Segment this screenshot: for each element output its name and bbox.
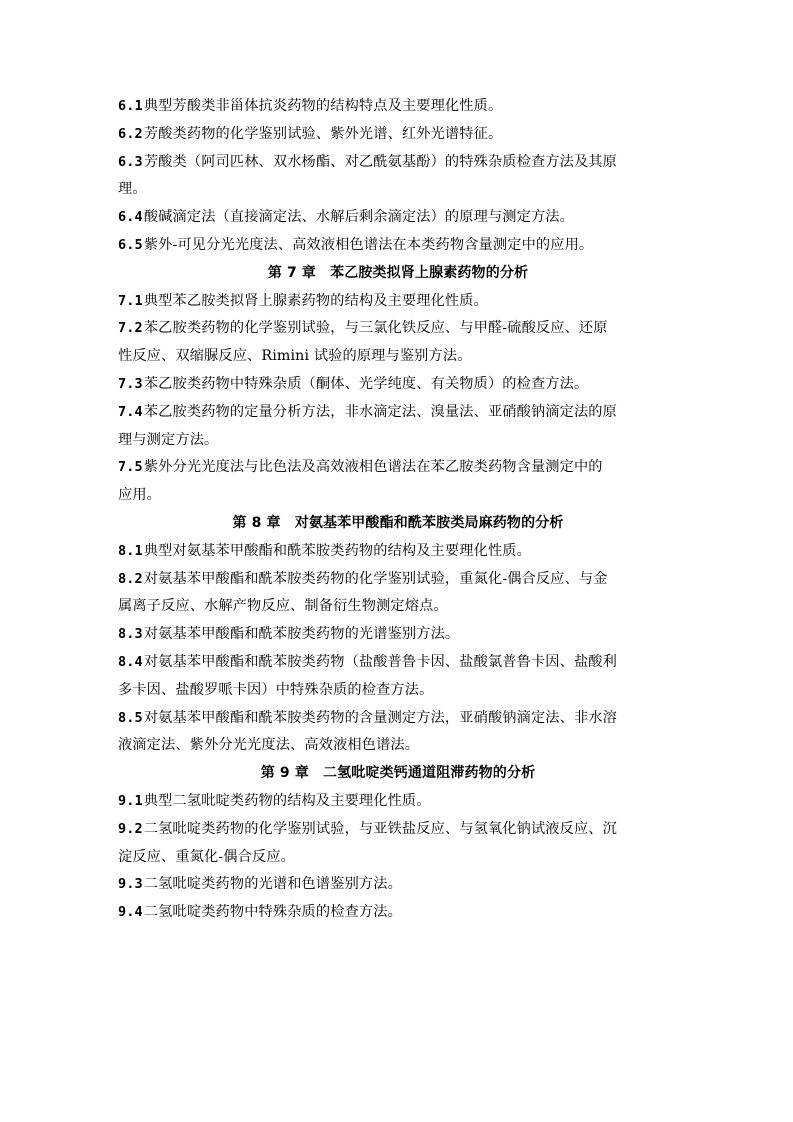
section-text: 苯乙胺类药物的化学鉴别试验，与三氯化铁反应、与甲醛-硫酸反应、还原 [143, 320, 608, 337]
section-item [118, 871, 678, 899]
section-text: 多卡因、盐酸罗哌卡因）中特殊杂质的检查方法。 [118, 681, 434, 698]
section-item-continuation [118, 427, 678, 455]
section-text: 苯乙胺类药物的定量分析方法，非水滴定法、溴量法、亚硝酸钠滴定法的原 [143, 403, 617, 420]
chapter-title: 二氢吡啶类钙通道阻滞药物的分析 [323, 765, 536, 782]
document-body [118, 93, 678, 927]
section-text: 二氢吡啶类药物的化学鉴别试验，与亚铁盐反应、与氢氧化钠试液反应、沉 [143, 820, 617, 837]
section-item [118, 454, 678, 482]
section-number: 6.1 [118, 98, 143, 114]
section-number: 9.1 [118, 792, 143, 809]
section-item [118, 93, 678, 121]
section-item-continuation [118, 844, 678, 872]
section-text: 芳酸类（阿司匹林、双水杨酯、对乙酰氨基酚）的特殊杂质检查方法及其原 [143, 153, 617, 170]
section-text: 理与测定方法。 [118, 431, 219, 448]
section-number: 8.2 [118, 570, 143, 587]
section-number: 7.3 [118, 375, 143, 392]
section-text: 液滴定法、紫外分光光度法、高效液相色谱法。 [118, 737, 420, 754]
section-number: 8.3 [118, 626, 143, 643]
section-text: 酸碱滴定法（直接滴定法、水解后剩余滴定法）的原理与测定方法。 [143, 209, 574, 226]
section-number: 8.4 [118, 653, 143, 670]
section-item [118, 649, 678, 677]
section-number: 9.2 [118, 820, 143, 837]
section-number: 8.5 [118, 709, 143, 726]
chapter-heading [118, 260, 678, 288]
section-number: 8.1 [118, 542, 143, 559]
chapter-title: 苯乙胺类拟肾上腺素药物的分析 [330, 264, 529, 281]
section-text: 对氨基苯甲酸酯和酰苯胺类药物（盐酸普鲁卡因、盐酸氯普鲁卡因、盐酸利 [143, 653, 617, 670]
section-item-continuation [118, 732, 678, 760]
section-item [118, 538, 678, 566]
section-item-continuation [118, 176, 678, 204]
section-text: 对氨基苯甲酸酯和酰苯胺类药物的化学鉴别试验，重氮化-偶合反应、与金 [143, 570, 608, 587]
section-number: 9.3 [118, 876, 143, 893]
section-number: 6.3 [118, 153, 143, 170]
section-text: 二氢吡啶类药物中特殊杂质的检查方法。 [143, 904, 402, 921]
section-text: 性反应、双缩脲反应、Rimini 试验的原理与鉴别方法。 [118, 348, 472, 365]
section-text: 典型芳酸类非甾体抗炎药物的结构特点及主要理化性质。 [143, 98, 503, 114]
section-item [118, 204, 678, 232]
section-item [118, 566, 678, 594]
chapter-heading [118, 760, 678, 788]
section-text: 理。 [118, 181, 147, 198]
section-item-continuation [118, 593, 678, 621]
section-text: 属离子反应、水解产物反应、制备衍生物测定熔点。 [118, 598, 448, 615]
chapter-title: 对氨基苯甲酸酯和酰苯胺类局麻药物的分析 [294, 514, 564, 531]
section-number: 9.4 [118, 904, 143, 921]
section-item [118, 621, 678, 649]
section-item [118, 121, 678, 149]
section-item [118, 371, 678, 399]
section-text: 紫外分光光度法与比色法及高效液相色谱法在苯乙胺类药物含量测定中的 [143, 459, 603, 476]
section-text: 芳酸类药物的化学鉴别试验、紫外光谱、红外光谱特征。 [143, 125, 503, 142]
chapter-number: 第 7 章 [267, 264, 317, 281]
section-text: 对氨基苯甲酸酯和酰苯胺类药物的光谱鉴别方法。 [143, 626, 460, 643]
section-text: 紫外-可见分光光度法、高效液相色谱法在本类药物含量测定中的应用。 [143, 236, 594, 253]
section-text: 典型二氢吡啶类药物的结构及主要理化性质。 [143, 792, 431, 809]
section-item [118, 149, 678, 177]
chapter-number: 第 9 章 [260, 765, 309, 782]
section-number: 6.2 [118, 125, 143, 142]
section-item-continuation [118, 343, 678, 371]
section-item [118, 705, 678, 733]
section-text: 苯乙胺类药物中特殊杂质（酮体、光学纯度、有关物质）的检查方法。 [143, 375, 589, 392]
section-item [118, 315, 678, 343]
section-item [118, 399, 678, 427]
section-item [118, 232, 678, 260]
section-text: 二氢吡啶类药物的光谱和色谱鉴别方法。 [143, 876, 402, 893]
section-text: 典型苯乙胺类拟肾上腺素药物的结构及主要理化性质。 [143, 292, 488, 309]
section-item [118, 288, 678, 316]
section-item [118, 899, 678, 927]
section-item-continuation [118, 677, 678, 705]
section-number: 7.4 [118, 403, 143, 420]
section-text: 应用。 [118, 487, 162, 504]
section-number: 7.5 [118, 459, 143, 476]
section-text: 典型对氨基苯甲酸酯和酰苯胺类药物的结构及主要理化性质。 [143, 542, 531, 559]
section-number: 7.1 [118, 292, 143, 309]
section-text: 对氨基苯甲酸酯和酰苯胺类药物的含量测定方法，亚硝酸钠滴定法、非水溶 [143, 709, 617, 726]
section-number: 6.5 [118, 236, 143, 253]
section-text: 淀反应、重氮化-偶合反应。 [118, 848, 295, 865]
section-item-continuation [118, 482, 678, 510]
chapter-number: 第 8 章 [232, 514, 281, 531]
section-item [118, 788, 678, 816]
section-number: 7.2 [118, 320, 143, 337]
section-number: 6.4 [118, 209, 143, 226]
chapter-heading [118, 510, 678, 538]
section-item [118, 816, 678, 844]
